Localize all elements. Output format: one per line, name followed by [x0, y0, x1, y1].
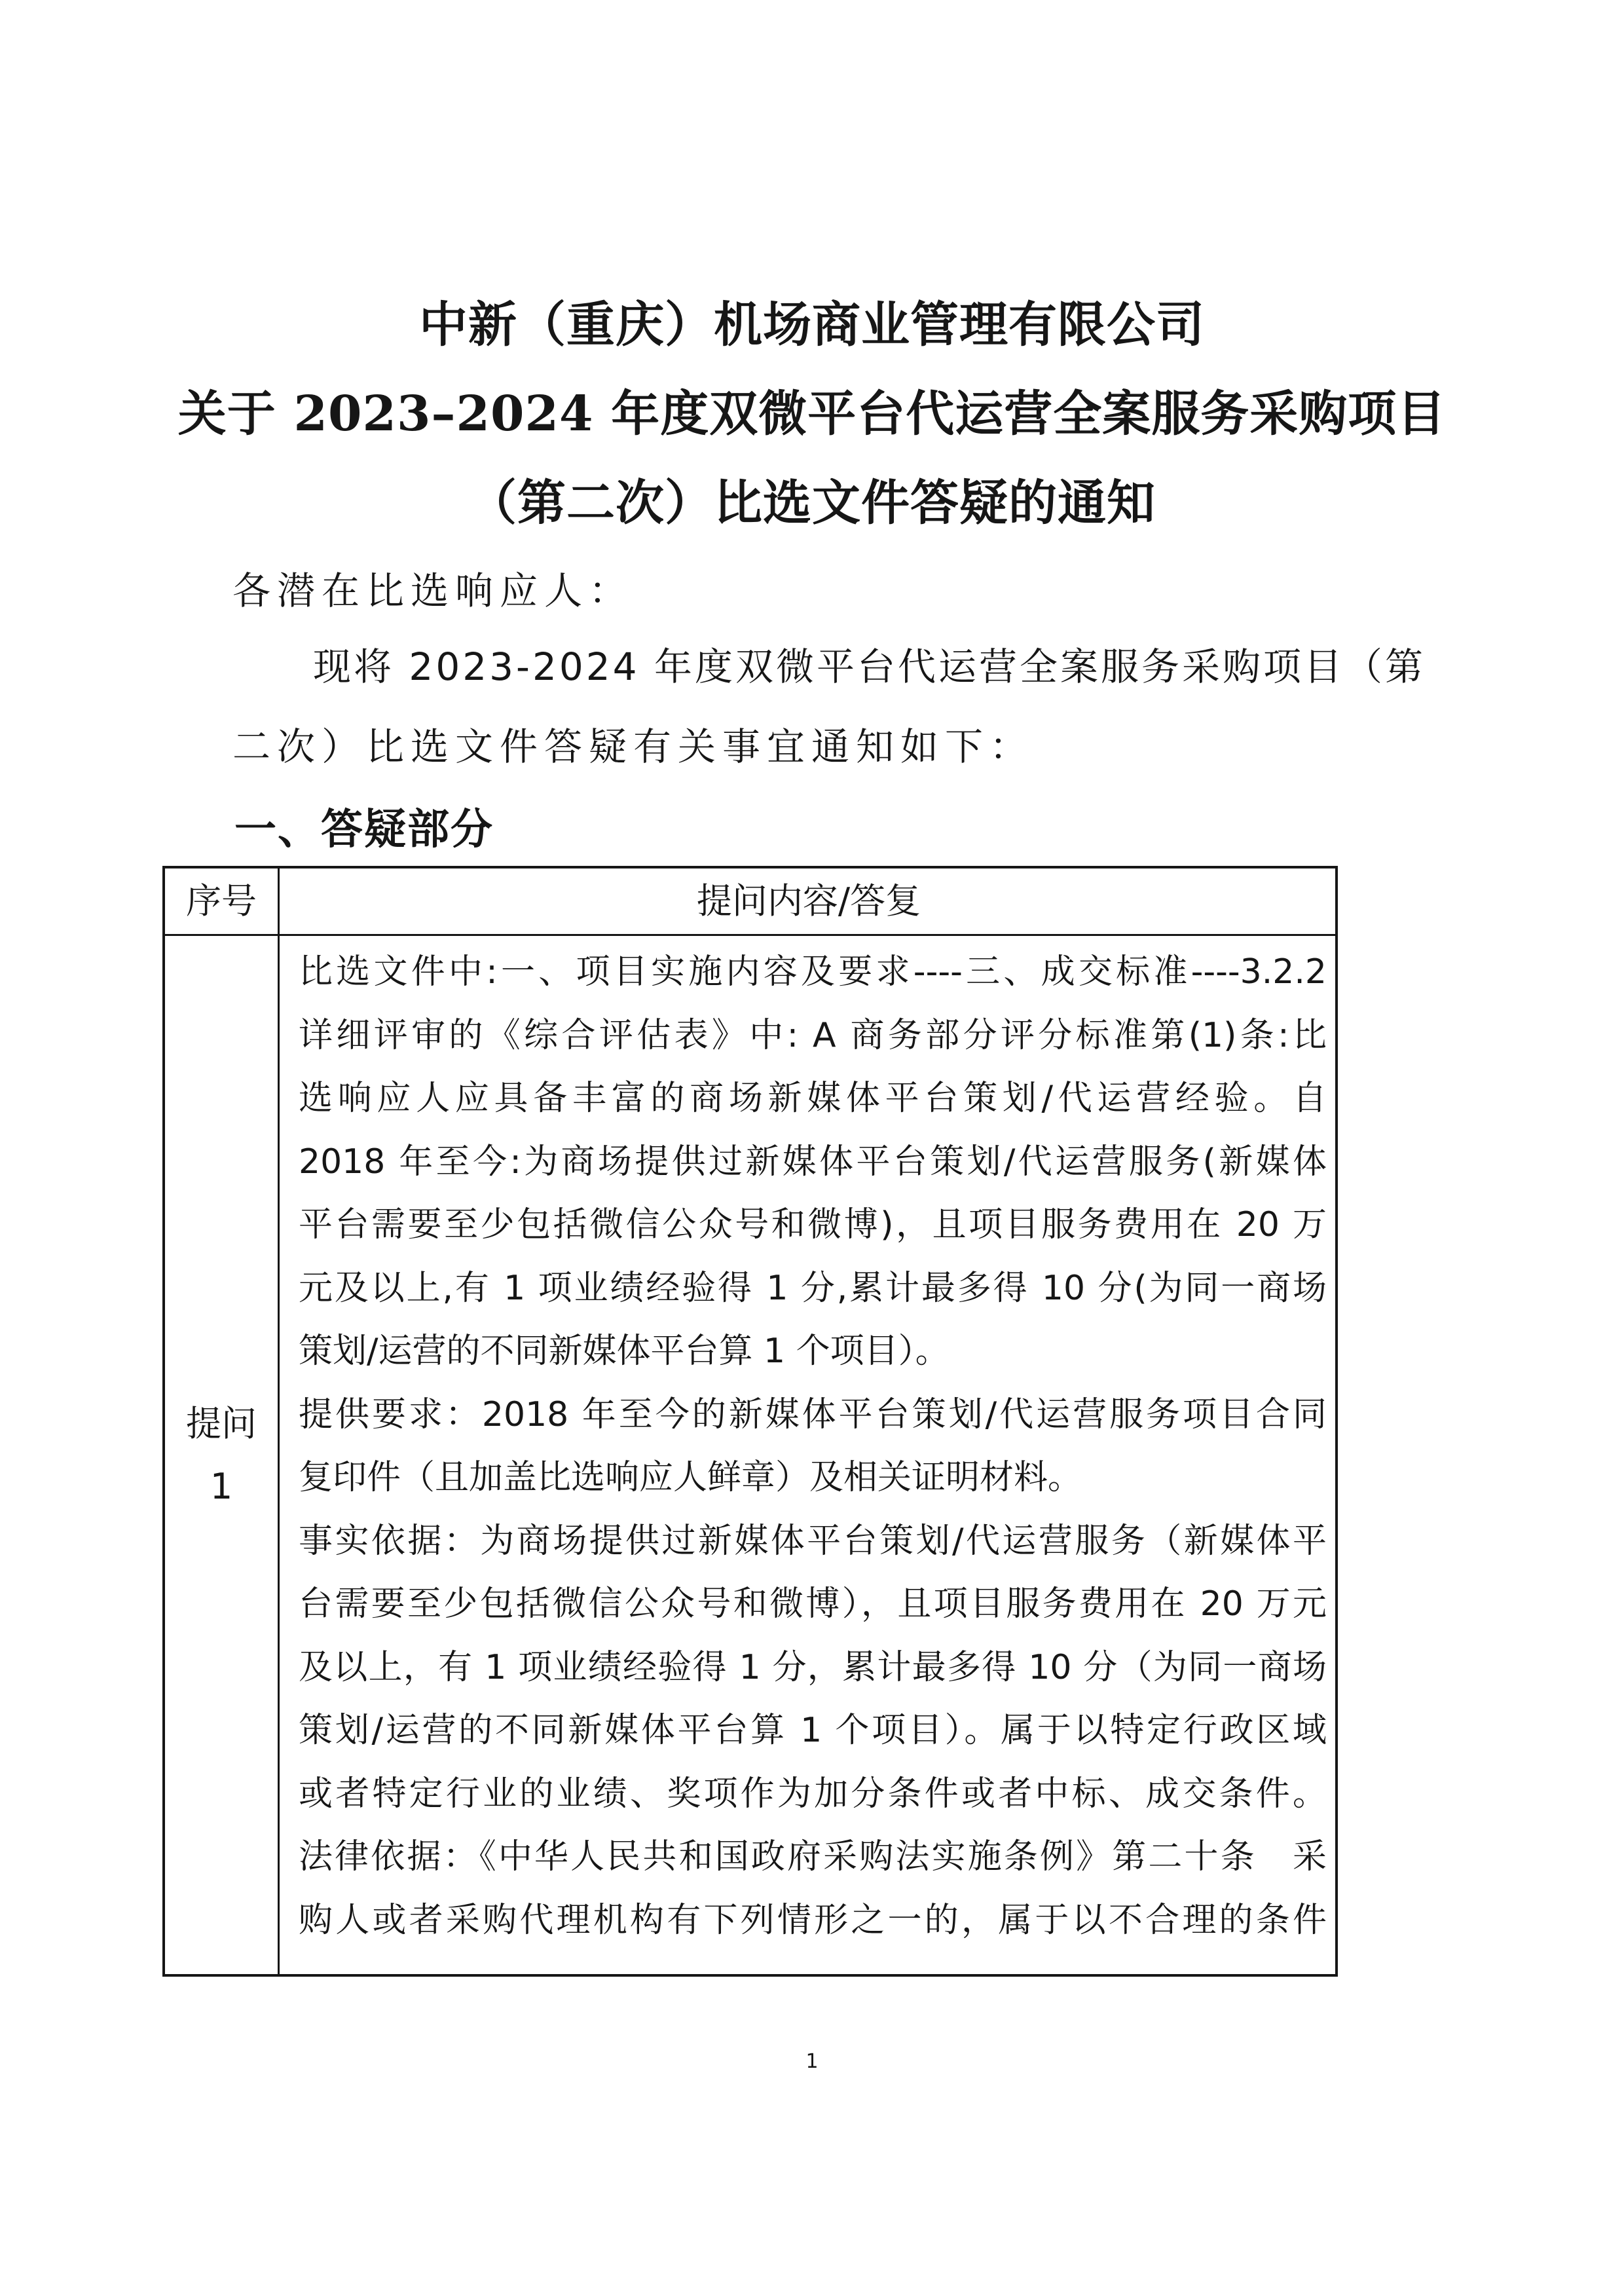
content-line: 及以上，有 1 项业绩经验得 1 分，累计最多得 10 分（为同一商场: [299, 1647, 1327, 1687]
content-line: 策划/运营的不同新媒体平台算 1 个项目）。: [299, 1332, 950, 1371]
content-line: 详细评审的《综合评估表》中: A 商务部分评分标准第(1)条:比: [299, 1015, 1327, 1055]
content-line: 2018 年至今:为商场提供过新媒体平台策划/代运营服务(新媒体: [299, 1142, 1327, 1182]
section-heading: 一、答疑部分: [234, 806, 494, 854]
content-line: 事实依据：为商场提供过新媒体平台策划/代运营服务（新媒体平: [299, 1521, 1327, 1561]
content-line: 法律依据：《中华人民共和国政府采购法实施条例》第二十条 采: [299, 1837, 1327, 1876]
content-line: 台需要至少包括微信公众号和微博），且项目服务费用在 20 万元: [299, 1584, 1327, 1624]
table-header-divider: [165, 934, 1335, 936]
content-line: 策划/运营的不同新媒体平台算 1 个项目）。属于以特定行政区域: [299, 1711, 1327, 1750]
table-header-content: 提问内容/答复: [696, 880, 921, 922]
content-line: 提供要求：2018 年至今的新媒体平台策划/代运营服务项目合同: [299, 1394, 1327, 1434]
table-row-content-cell: [299, 941, 1327, 1952]
table-row-seq-cell: [165, 1392, 278, 1518]
intro-paragraph-line-1: 现将 2023-2024 年度双微平台代运营全案服务采购项目（第: [313, 644, 1426, 689]
document-title-line-2: 关于 2023–2024 年度双微平台代运营全案服务采购项目: [177, 386, 1447, 442]
table-header-seq: 序号: [186, 880, 257, 922]
content-line: 选响应人应具备丰富的商场新媒体平台策划/代运营经验。自: [299, 1079, 1327, 1118]
document-title-line-1: 中新（重庆）机场商业管理有限公司: [419, 297, 1205, 353]
content-line: 或者特定行业的业绩、奖项作为加分条件或者中标、成交条件。: [299, 1774, 1327, 1814]
content-line: 平台需要至少包括微信公众号和微博)，且项目服务费用在 20 万: [299, 1205, 1327, 1244]
document-title-line-3: （第二次）比选文件答疑的通知: [468, 475, 1156, 531]
table-column-divider: [278, 868, 280, 1974]
content-line: 比选文件中:一、项目实施内容及要求----三、成交标准----3.2.2: [299, 952, 1327, 992]
intro-paragraph-line-2: 二次）比选文件答疑有关事宜通知如下：: [232, 724, 1035, 769]
page-number: 1: [805, 2050, 819, 2073]
content-line: 复印件（且加盖比选响应人鲜章）及相关证明材料。: [299, 1458, 1082, 1497]
content-line: 购人或者采购代理机构有下列情形之一的，属于以不合理的条件: [299, 1900, 1327, 1940]
content-line: 元及以上,有 1 项业绩经验得 1 分,累计最多得 10 分(为同一商场: [299, 1268, 1327, 1308]
seq-label: 提问: [186, 1403, 257, 1444]
qa-table: [162, 866, 1338, 1977]
seq-number: 1: [210, 1466, 233, 1507]
salutation: 各潜在比选响应人：: [232, 569, 634, 613]
